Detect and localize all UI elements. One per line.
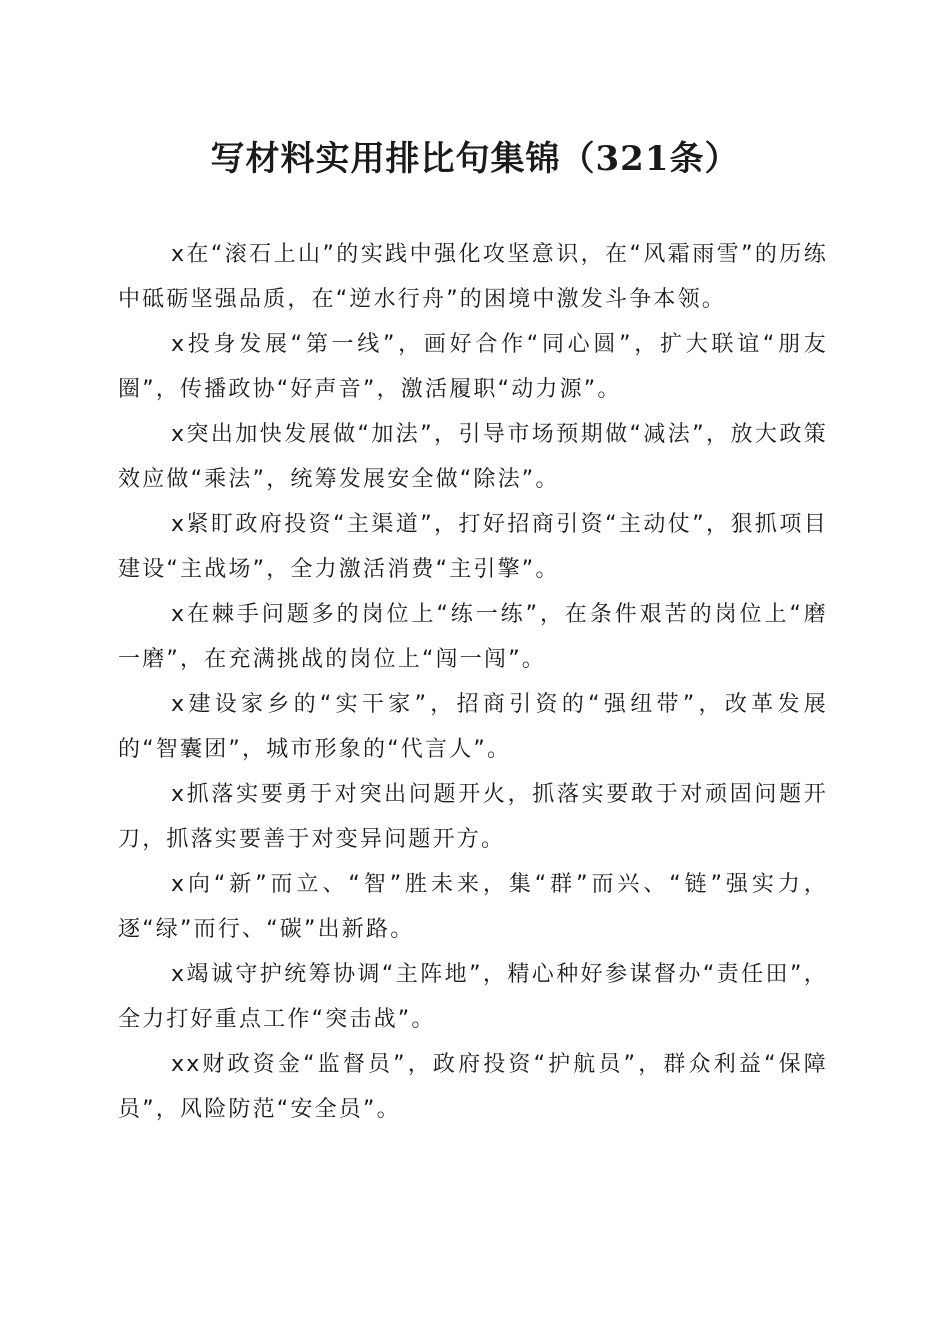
paragraph: x抓落实要勇于对突出问题开火，抓落实要敢于对顽固问题开刀，抓落实要善于对变异问题开方。 xyxy=(118,782,828,852)
document-body xyxy=(118,232,828,1132)
paragraph: x在棘手问题多的岗位上“练一练”，在条件艰苦的岗位上“磨一磨”，在充满挑战的岗位上“闯一闯”。 xyxy=(118,602,828,672)
paragraph: x在“滚石上山”的实践中强化攻坚意识，在“风霜雨雪”的历练中砥砺坚强品质，在“逆水行舟”的困境中激发斗争本领。 xyxy=(118,242,828,312)
paragraph: x投身发展“第一线”，画好合作“同心圆”，扩大联谊“朋友圈”，传播政协“好声音”，激活履职“动力源”。 xyxy=(118,332,828,402)
paragraph: x向“新”而立、“智”胜未来，集“群”而兴、“链”强实力，逐“绿”而行、“碳”出新路。 xyxy=(118,872,828,942)
paragraph: x建设家乡的“实干家”，招商引资的“强纽带”，改革发展的“智囊团”，城市形象的“代言人”。 xyxy=(118,692,828,762)
paragraph: x竭诚守护统筹协调“主阵地”，精心种好参谋督办“责任田”，全力打好重点工作“突击战”。 xyxy=(118,962,828,1032)
paragraph: x紧盯政府投资“主渠道”，打好招商引资“主动仗”，狠抓项目建设“主战场”，全力激活消费“主引擎”。 xyxy=(118,512,828,582)
paragraph: xx财政资金“监督员”，政府投资“护航员”，群众利益“保障员”，风险防范“安全员”。 xyxy=(118,1052,828,1122)
paragraph: x突出加快发展做“加法”，引导市场预期做“减法”，放大政策效应做“乘法”，统筹发展安全做“除法”。 xyxy=(118,422,828,492)
document-title: 写材料实用排比句集锦（321条） xyxy=(210,139,740,179)
